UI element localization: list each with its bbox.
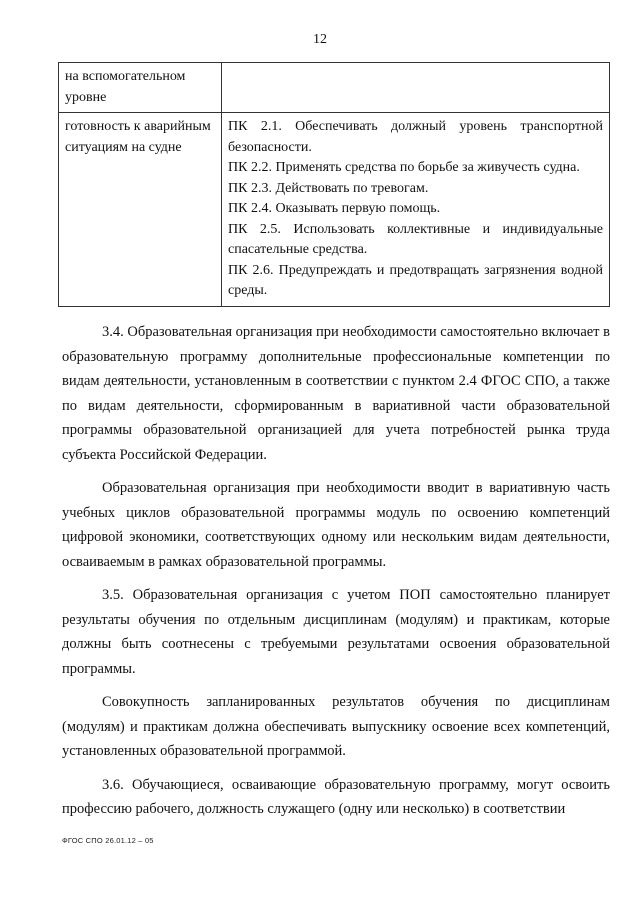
paragraph: Совокупность запланированных результатов обучения по дисциплинам (модулям) и практикам должна обеспечивать выпускнику освоение всех компетенций, установленных образовательной программой. — [62, 694, 610, 759]
table-cell-activity: готовность к аварийным ситуациям на судне — [59, 113, 222, 307]
table-cell-competencies — [222, 63, 610, 113]
competency-item: ПК 2.6. Предупреждать и предотвращать загрязнения водной среды. — [228, 262, 603, 298]
competency-table — [58, 62, 610, 307]
paragraph: 3.4. Образовательная организация при необходимости самостоятельно включает в образовательную программу дополнительные профессиональные компетенции по видам деятельности, установленным в соответствии с пунктом 2.4 ФГОС СПО, а также по видам деятельности, сформированным в вариативной части образовательной программы образовательной организацией для учета потребностей рынка труда субъекта Российской Федерации. — [62, 324, 610, 463]
page-number: 12 — [313, 32, 327, 47]
competency-item: ПК 2.5. Использовать коллективные и индивидуальные спасательные средства. — [228, 221, 603, 257]
competency-item: ПК 2.4. Оказывать первую помощь. — [228, 201, 441, 216]
table-row — [59, 113, 610, 307]
document-footer: ФГОС СПО 26.01.12 – 05 — [62, 836, 154, 845]
table-cell-competencies — [222, 113, 610, 307]
paragraph: Образовательная организация при необходимости вводит в вариативную часть учебных циклов образовательной программы модуль по освоению компетенций цифровой экономики, соответствующих одному или нескольким видам деятельности, осваиваемым в рамках образовательной программы. — [62, 480, 610, 570]
competency-item: ПК 2.3. Действовать по тревогам. — [228, 180, 429, 196]
competency-item: ПК 2.2. Применять средства по борьбе за живучесть судна. — [228, 160, 580, 175]
table-cell-activity: на вспомогательном уровне — [59, 63, 222, 113]
table-row — [59, 63, 610, 113]
paragraph: 3.6. Обучающиеся, осваивающие образовательную программу, могут освоить профессию рабочего, должность служащего (одну или несколько) в соответствии — [62, 776, 610, 817]
competency-item: ПК 2.1. Обеспечивать должный уровень транспортной безопасности. — [228, 119, 603, 155]
paragraph: 3.5. Образовательная организация с учетом ПОП самостоятельно планирует результаты обучения по отдельным дисциплинам (модулям) и практикам, которые должны быть соотнесены с требуемыми результатами освоения образовательной программы. — [62, 587, 610, 677]
body-text — [62, 320, 610, 831]
